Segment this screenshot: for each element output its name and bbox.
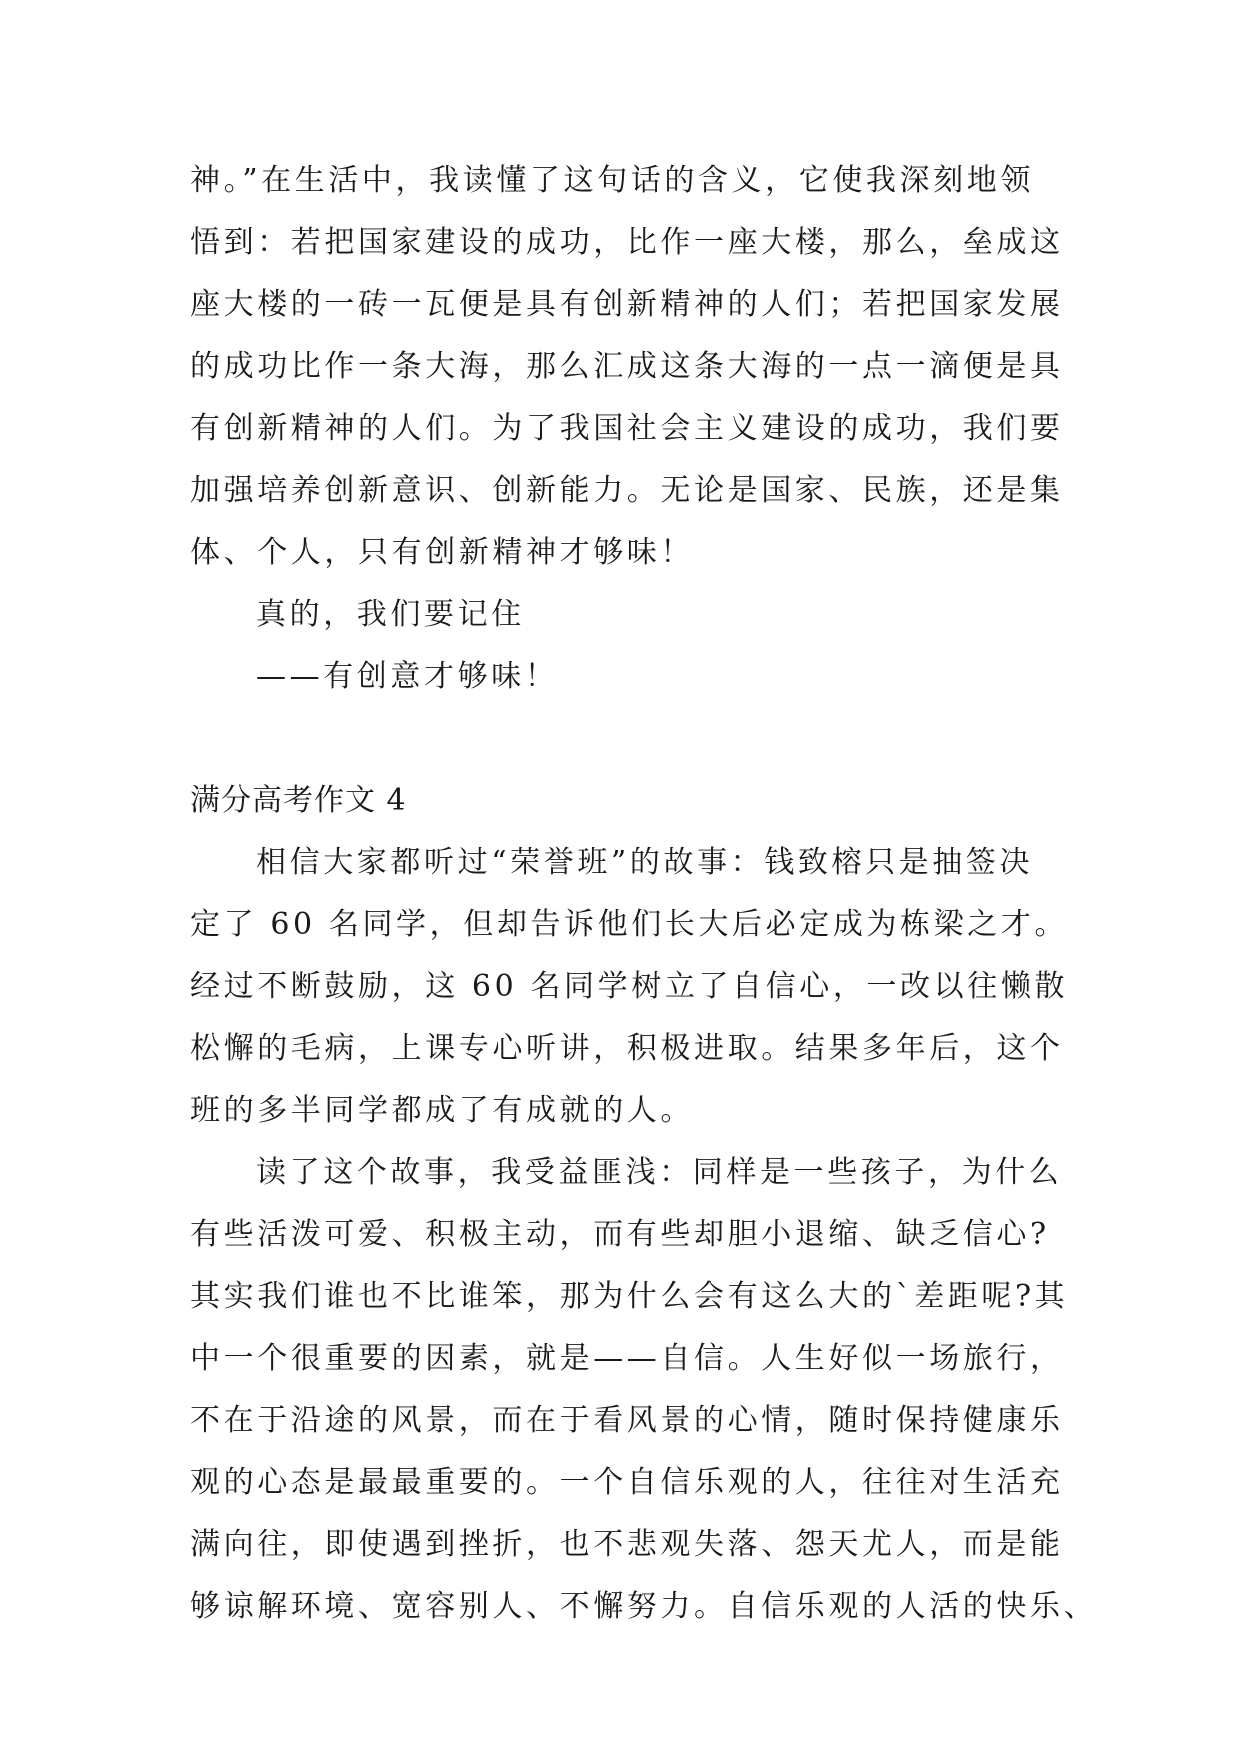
text-line: 观的心态是最最重要的。一个自信乐观的人，往往对生活充 xyxy=(190,1465,1064,1500)
closing-line-2: ——有创意才够味！ xyxy=(256,659,559,694)
text-line: 悟到：若把国家建设的成功，比作一座大楼，那么，垒成这 xyxy=(190,225,1064,260)
text-line: 满向往，即使遇到挫折，也不悲观失落、怨天尤人，而是能 xyxy=(190,1527,1064,1562)
text-line: 定了 60 名同学，但却告诉他们长大后必定成为栋梁之才。 xyxy=(190,907,1069,942)
text-line: 的成功比作一条大海，那么汇成这条大海的一点一滴便是具 xyxy=(190,349,1064,384)
essay-title: 满分高考作文 4 xyxy=(190,783,407,818)
text-line: 经过不断鼓励，这 60 名同学树立了自信心，一改以往懒散 xyxy=(190,969,1069,1004)
text-line: 够谅解环境、宽容别人、不懈努力。自信乐观的人活的快乐、 xyxy=(190,1589,1098,1624)
text-line: 相信大家都听过“荣誉班”的故事：钱致榕只是抽签决 xyxy=(256,845,1034,880)
text-line: 体、个人，只有创新精神才够味！ xyxy=(190,535,694,570)
text-line: 中一个很重要的因素，就是——自信。人生好似一场旅行， xyxy=(190,1341,1064,1376)
text-line: 加强培养创新意识、创新能力。无论是国家、民族，还是集 xyxy=(190,473,1064,508)
text-line: 有创新精神的人们。为了我国社会主义建设的成功，我们要 xyxy=(190,411,1064,446)
closing-line-1: 真的，我们要记住 xyxy=(256,597,525,632)
text-line: 读了这个故事，我受益匪浅：同样是一些孩子，为什么 xyxy=(256,1155,1063,1190)
essay-paragraph-2 xyxy=(190,1142,1098,1638)
text-line: 不在于沿途的风景，而在于看风景的心情，随时保持健康乐 xyxy=(190,1403,1064,1438)
section-spacer xyxy=(190,708,1052,770)
essay-paragraph-1 xyxy=(190,832,1069,1142)
continuation-paragraph xyxy=(190,150,1064,584)
text-line: 神。”在生活中，我读懂了这句话的含义，它使我深刻地领 xyxy=(190,163,1034,198)
text-line: 其实我们谁也不比谁笨，那为什么会有这么大的`差距呢?其 xyxy=(190,1279,1069,1314)
text-line: 班的多半同学都成了有成就的人。 xyxy=(190,1093,694,1128)
document-page xyxy=(190,150,1098,1638)
text-line: 有些活泼可爱、积极主动，而有些却胆小退缩、缺乏信心? xyxy=(190,1217,1050,1252)
text-line: 松懈的毛病，上课专心听讲，积极进取。结果多年后，这个 xyxy=(190,1031,1064,1066)
text-line: 座大楼的一砖一瓦便是具有创新精神的人们；若把国家发展 xyxy=(190,287,1064,322)
